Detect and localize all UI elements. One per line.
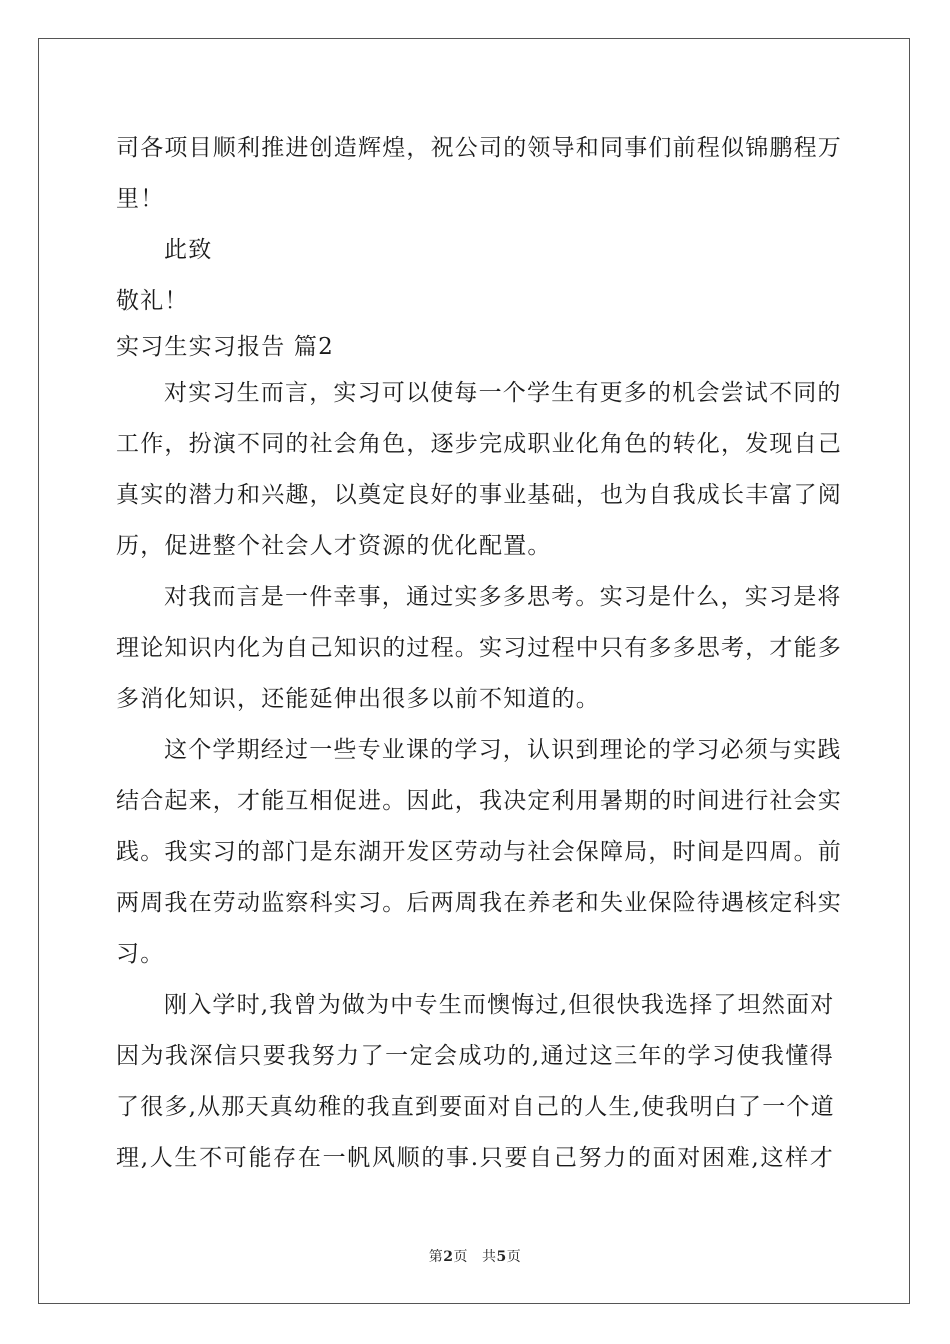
total-page-number: 5 (496, 1249, 507, 1265)
body-line-2: 里！ (116, 186, 165, 212)
para-2-line-2: 理论知识内化为自己知识的过程。实习过程中只有多多思考，才能多 (116, 635, 842, 661)
document-body (116, 125, 842, 1186)
page-suffix: 页 (453, 1249, 468, 1265)
total-prefix: 共 (482, 1249, 497, 1265)
para-2-line-3: 多消化知识，还能延伸出很多以前不知道的。 (116, 686, 600, 712)
para-3-line-1: 这个学期经过一些专业课的学习，认识到理论的学习必须与实践 (164, 737, 842, 763)
para-2-line-1: 对我而言是一件幸事，通过实多多思考。实习是什么，实习是将 (164, 584, 842, 610)
para-3-line-4: 两周我在劳动监察科实习。后两周我在养老和失业保险待遇核定科实 (116, 890, 842, 916)
para-3-line-2: 结合起来，才能互相促进。因此，我决定利用暑期的时间进行社会实 (116, 788, 842, 814)
body-line-1: 司各项目顺利推进创造辉煌，祝公司的领导和同事们前程似锦鹏程万 (116, 135, 842, 161)
para-1-line-1: 对实习生而言，实习可以使每一个学生有更多的机会尝试不同的 (164, 380, 842, 406)
para-4-line-3: 了很多,从那天真幼稚的我直到要面对自己的人生,使我明白了一个道 (116, 1094, 835, 1120)
para-4-line-1: 刚入学时,我曾为做为中专生而懊悔过,但很快我选择了坦然面对 (164, 992, 835, 1018)
total-suffix: 页 (506, 1249, 522, 1265)
closing-line: 敬礼！ (116, 288, 189, 314)
para-4-line-4: 理,人生不可能存在一帆风顺的事.只要自己努力的面对困难,这样才 (116, 1145, 834, 1171)
para-1-line-4: 历，促进整个社会人才资源的优化配置。 (116, 533, 552, 559)
para-1-line-3: 真实的潜力和兴趣，以奠定良好的事业基础，也为自我成长丰富了阅 (116, 482, 842, 508)
page-footer (0, 1246, 950, 1266)
section-heading: 实习生实习报告 篇2 (116, 334, 334, 360)
page-prefix: 第 (428, 1249, 444, 1265)
para-3-line-3: 践。我实习的部门是东湖开发区劳动与社会保障局，时间是四周。前 (116, 839, 842, 865)
para-4-line-2: 因为我深信只要我努力了一定会成功的,通过这三年的学习使我懂得 (116, 1043, 834, 1069)
para-3-line-5: 习。 (116, 941, 165, 967)
salutation-line: 此致 (164, 237, 213, 263)
para-1-line-2: 工作，扮演不同的社会角色，逐步完成职业化角色的转化，发现自己 (116, 431, 842, 457)
current-page-number: 2 (443, 1249, 454, 1265)
